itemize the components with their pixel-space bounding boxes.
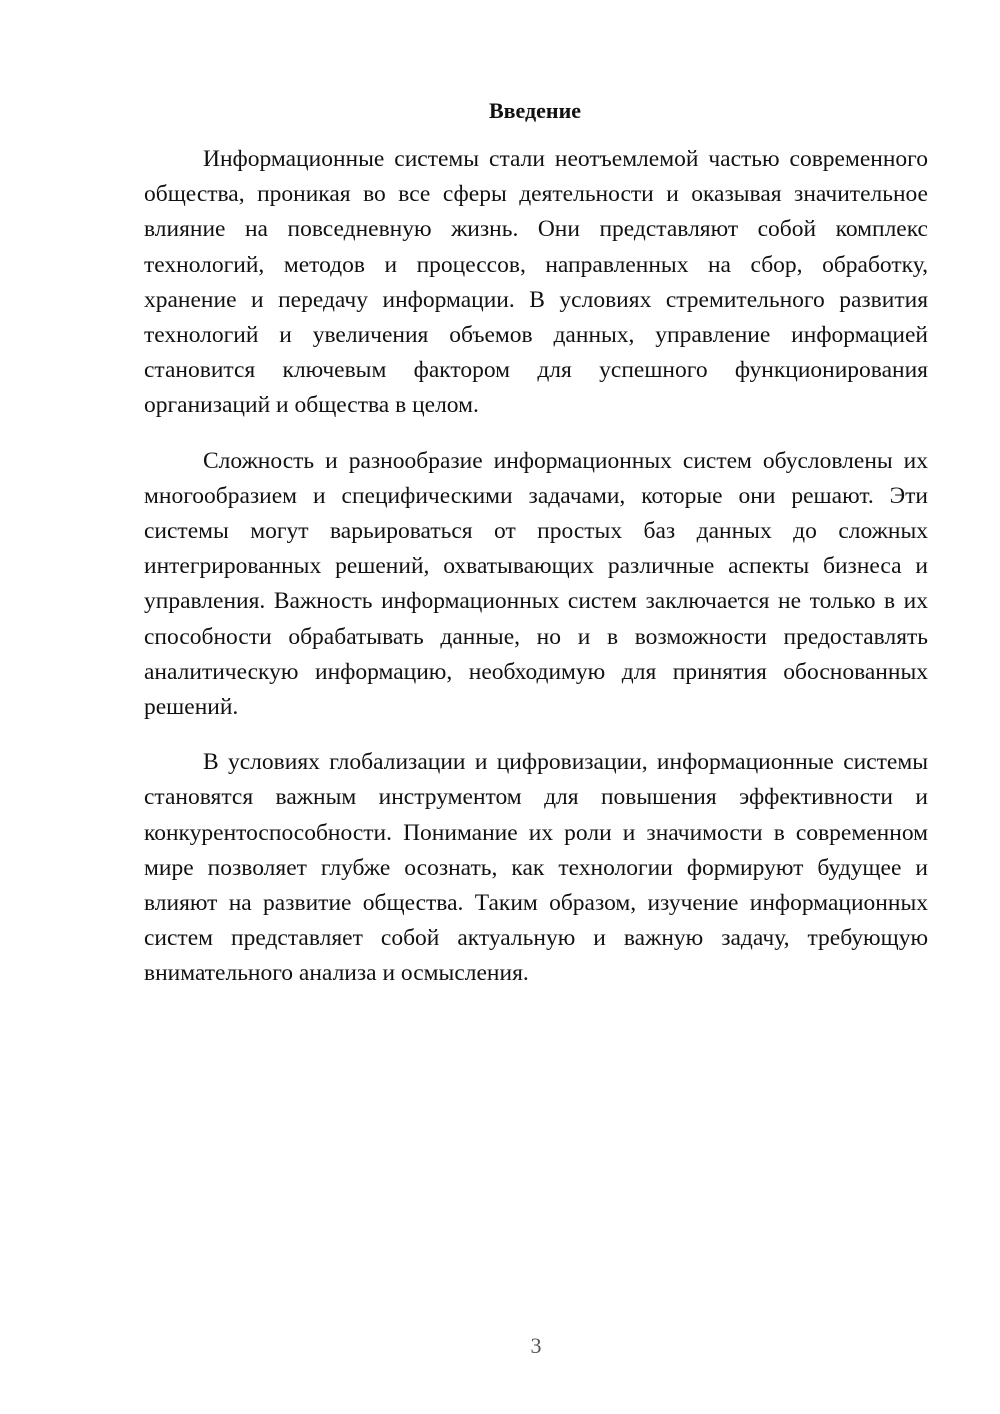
body-text: [144, 142, 928, 992]
paragraph-1: Информационные системы стали неотъемлемой частью современного общества, проникая во все сферы деятельности и оказывая значительное влияние на повседневную жизнь. Они представляют собой комплекс технологий, методов и процессов, направленных на сбор, обработку, хранение и передачу информации. В условиях стремительного развития технологий и увеличения объемов данных, управление информацией становится ключевым фактором для успешного функционирования организаций и общества в целом.: [144, 146, 928, 419]
page-number: 3: [530, 1333, 542, 1358]
section-heading: Введение: [488, 98, 582, 123]
paragraph-3: В условиях глобализации и цифровизации, информационные системы становятся важным инструментом для повышения эффективности и конкурентоспособности. Понимание их роли и значимости в современном мире позволяет глубже осознать, как технологии формируют будущее и влияют на развитие общества. Таким образом, изучение информационных систем представляет собой актуальную и важную задачу, требующую внимательного анализа и осмысления.: [144, 749, 928, 987]
paragraph-2: Сложность и разнообразие информационных систем обусловлены их многообразием и специфическими задачами, которые они решают. Эти системы могут варьироваться от простых баз данных до сложных интегрированных решений, охватывающих различные аспекты бизнеса и управления. Важность информационных систем заключается не только в их способности обрабатывать данные, но и в возможности предоставлять аналитическую информацию, необходимую для принятия обоснованных решений.: [144, 447, 928, 721]
